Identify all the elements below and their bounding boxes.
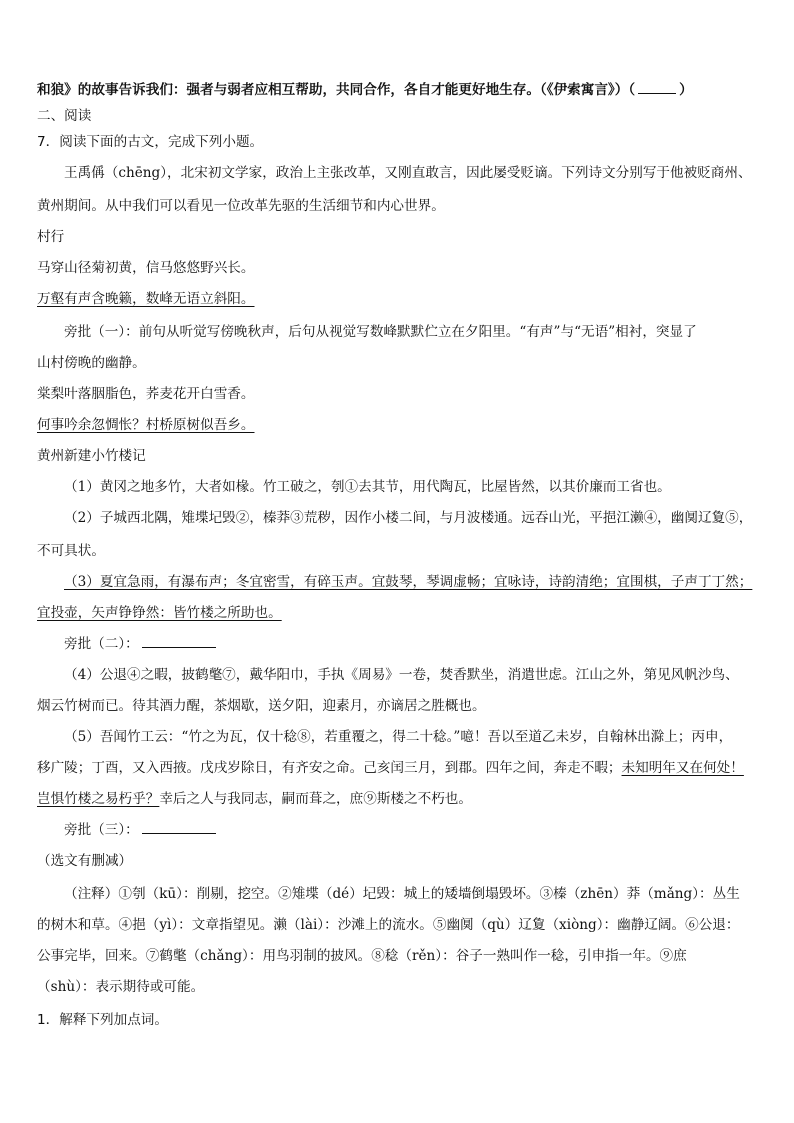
essay-paragraph-5-line-2 bbox=[37, 758, 744, 778]
essay-paragraph-5-line-2-text: 移广陵；丁酉，又入西掖。戊戌岁除日，有齐安之命。己亥闰三月，到郡。四年之间，奔走不暇； bbox=[37, 760, 622, 776]
subquestion-1: 1．解释下列加点词。 bbox=[37, 1012, 168, 1028]
intro-text-end: ） bbox=[679, 82, 693, 98]
essay-paragraph-2-line-1: （2）子城西北隅，雉堞圮毁②，榛莽③荒秽，因作小楼二间，与月波楼通。远吞山光，平挹江濑④，幽阒辽夐⑤， bbox=[64, 510, 753, 526]
preface-line-2: 黄州期间。从中我们可以看见一位改革先驱的生活细节和内心世界。 bbox=[37, 198, 445, 214]
question-title: 7．阅读下面的古文，完成下列小题。 bbox=[37, 134, 264, 150]
annotation-line-4: （shù）：表示期待或可能。 bbox=[37, 979, 205, 995]
intro-text-line bbox=[37, 80, 693, 100]
essay-title: 黄州新建小竹楼记 bbox=[37, 448, 146, 464]
essay-paragraph-4-line-2: 烟云竹树而已。待其酒力醒，茶烟歇，送夕阳，迎素月，亦谪居之胜概也。 bbox=[37, 698, 486, 714]
poem-line-4-underlined: 何事吟余忽惆怅？村桥原树似吾乡。 bbox=[37, 417, 255, 433]
side-note-3-blank[interactable] bbox=[142, 821, 216, 834]
side-note-2-label: 旁批（二）： bbox=[64, 636, 139, 652]
section-header: 二、阅读 bbox=[37, 108, 92, 124]
essay-paragraph-5-underlined-a: 未知明年又在何处！ bbox=[621, 760, 744, 776]
essay-paragraph-3-line-1-underlined: （3）夏宜急雨，有瀑布声；冬宜密雪，有碎玉声。宜鼓琴，琴调虚畅；宜咏诗，诗韵清绝；宜围棋，子声丁丁然； bbox=[64, 574, 753, 590]
essay-paragraph-4-line-1: （4）公退④之暇，披鹤氅⑦，戴华阳巾，手执《周易》一卷，焚香默坐，消遣世虑。江山之外，第见风帆沙鸟、 bbox=[64, 667, 739, 683]
annotation-line-3: 公事完毕，回来。⑦鹤氅（chǎng）：用鸟羽制的披风。⑧稔（rěn）：谷子一熟叫作一稔，引申指一年。⑨庶 bbox=[37, 948, 687, 964]
intro-text: 和狼》的故事告诉我们：强者与弱者应相互帮助，共同合作，各自才能更好地生存。（《伊索寓言》）（ bbox=[37, 82, 636, 98]
poem-line-2-underlined: 万壑有声含晚籁，数峰无语立斜阳。 bbox=[37, 291, 255, 307]
annotation-line-1: （注释）①刳（kū）：削剔，挖空。②雉堞（dé）圮毁：城上的矮墙倒塌毁坏。③榛（zhēn）莽（mǎng）：丛生 bbox=[64, 886, 740, 902]
essay-paragraph-5-line-3-text: 幸后之人与我同志，嗣而葺之，庶⑨斯楼之不朽也。 bbox=[159, 791, 472, 807]
essay-paragraph-5-line-1: （5）吾闻竹工云：“竹之为瓦，仅十稔⑧，若重覆之，得二十稔。”噫！吾以至道乙未岁，自翰林出滁上；丙申， bbox=[64, 729, 733, 745]
preface-line-1: 王禹偁（chēng），北宋初文学家，政治上主张改革，又刚直敢言，因此屡受贬谪。下列诗文分别写于他被贬商州、 bbox=[64, 165, 752, 181]
poem-line-3: 棠梨叶落胭脂色，荞麦花开白雪香。 bbox=[37, 386, 255, 402]
side-note-1-line-2: 山村傍晚的幽静。 bbox=[37, 355, 146, 371]
poem-title: 村行 bbox=[37, 229, 65, 245]
essay-paragraph-3-line-2-underlined: 宜投壶，矢声铮铮然：皆竹楼之所助也。 bbox=[37, 605, 282, 621]
poem-line-1: 马穿山径菊初黄，信马悠悠野兴长。 bbox=[37, 260, 255, 276]
side-note-3 bbox=[64, 820, 219, 840]
essay-paragraph-1: （1）黄冈之地多竹，大者如椽。竹工破之，刳①去其节，用代陶瓦，比屋皆然，以其价廉而工省也。 bbox=[64, 479, 671, 495]
answer-blank[interactable] bbox=[638, 81, 676, 94]
essay-paragraph-2-line-2: 不可具状。 bbox=[37, 543, 105, 559]
annotation-line-2: 的树木和草。④挹（yì）：文章指望见。濑（lài）：沙滩上的流水。⑤幽阒（qù）辽夐（xiòng）：幽静辽阔。⑥公退： bbox=[37, 917, 740, 933]
side-note-2-blank[interactable] bbox=[142, 635, 216, 648]
source-note: （选文有删减） bbox=[37, 853, 133, 869]
side-note-1-line-1: 旁批（一）：前句从听觉写傍晚秋声，后句从视觉写数峰默默伫立在夕阳里。“有声”与“无语”相衬，突显了 bbox=[64, 324, 697, 340]
essay-paragraph-5-underlined-b: 岂惧竹楼之易朽乎？ bbox=[37, 791, 160, 807]
side-note-2 bbox=[64, 634, 219, 654]
essay-paragraph-5-line-3 bbox=[37, 789, 472, 809]
side-note-3-label: 旁批（三）： bbox=[64, 822, 139, 838]
